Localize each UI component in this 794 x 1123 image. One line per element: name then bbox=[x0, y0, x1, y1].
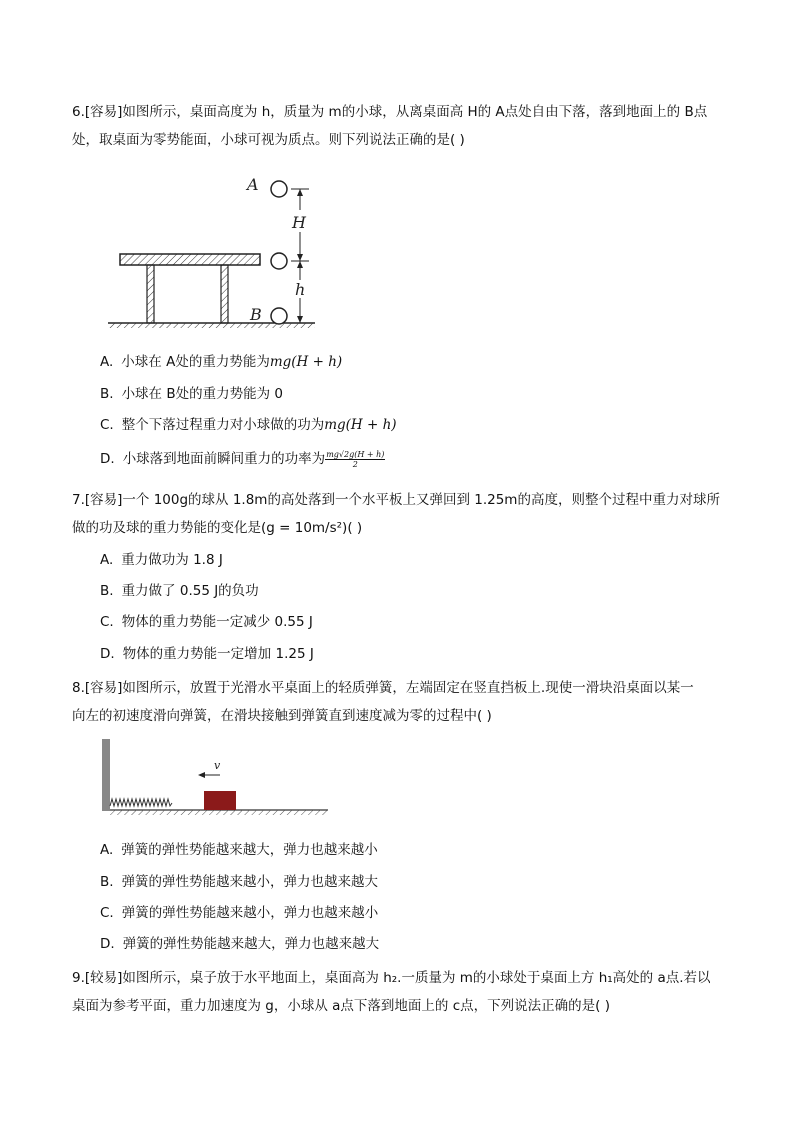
question-8 bbox=[72, 674, 732, 730]
table-top bbox=[120, 254, 260, 265]
vertical-wall bbox=[102, 739, 110, 811]
question-8-stem-line1: 8.[容易]如图所示，放置于光滑水平桌面上的轻质弹簧，左端固定在竖直挡板上.现使一滑块沿桌面以某一 bbox=[72, 680, 694, 696]
q7-option-c: C. 物体的重力势能一定减少 0.55 J bbox=[100, 614, 313, 630]
power-fraction: $\frac{mg√2g(H + h)}{2}$ bbox=[326, 449, 385, 469]
question-6-stem-line1: 6.[容易]如图所示，桌面高度为 h，质量为 m的小球，从离桌面高 H的 A点处自由下落，落到地面上的 B点 bbox=[72, 104, 708, 120]
question-9-stem-line1: 9.[较易]如图所示，桌子放于水平地面上，桌面高为 h₂.一质量为 m的小球处于桌面上方 h₁高处的 a点.若以 bbox=[72, 970, 711, 986]
question-6-stem-line2: 处，取桌面为零势能面，小球可视为质点。则下列说法正确的是( ) bbox=[72, 132, 465, 148]
question-9 bbox=[72, 964, 732, 1020]
question-8-stem-line2: 向左的初速度滑向弹簧，在滑块接触到弹簧直到速度减为零的过程中( ) bbox=[72, 708, 492, 724]
table-leg-left bbox=[147, 265, 154, 323]
q6-option-a: A. 小球在 A处的重力势能为mg(H + h) bbox=[100, 354, 343, 370]
question-7-stem-line2: 做的功及球的重力势能的变化是(g = 10m/s²)( ) bbox=[72, 520, 363, 536]
q6-option-b: B. 小球在 B处的重力势能为 0 bbox=[100, 386, 283, 402]
figure-table-ball-drop bbox=[105, 170, 325, 330]
question-7-stem-line1: 7.[容易]一个 100g的球从 1.8m的高处落到一个水平板上又弹回到 1.25m的高度，则整个过程中重力对球所 bbox=[72, 492, 720, 508]
question-9-stem-line2: 桌面为参考平面，重力加速度为 g，小球从 a点下落到地面上的 c点，下列说法正确的是( ) bbox=[72, 998, 610, 1014]
q6-option-c: C. 整个下落过程重力对小球做的功为mg(H + h) bbox=[100, 417, 397, 433]
label-H: H bbox=[292, 213, 306, 232]
question-6 bbox=[72, 98, 732, 154]
ball-middle bbox=[271, 253, 287, 269]
q8-option-c: C. 弹簧的弹性势能越来越小，弹力也越来越小 bbox=[100, 905, 379, 921]
figure-spring-block bbox=[98, 735, 334, 823]
q6-option-d: D. 小球落到地面前瞬间重力的功率为 $\frac{mg√2g(H + h)}{2}$ bbox=[100, 449, 385, 469]
q8-option-d: D. 弹簧的弹性势能越来越大，弹力也越来越大 bbox=[100, 936, 380, 952]
ball-b bbox=[271, 308, 287, 324]
q8-option-a: A. 弹簧的弹性势能越来越大，弹力也越来越小 bbox=[100, 842, 378, 858]
label-h: h bbox=[295, 280, 306, 299]
question-7 bbox=[72, 486, 732, 542]
label-v: v bbox=[214, 759, 221, 772]
label-B: B bbox=[250, 305, 262, 324]
ground-hatch bbox=[108, 323, 315, 328]
table-leg-right bbox=[221, 265, 228, 323]
label-A: A bbox=[247, 175, 259, 194]
spring bbox=[110, 799, 172, 806]
sliding-block bbox=[204, 791, 236, 810]
q8-option-b: B. 弹簧的弹性势能越来越小，弹力也越来越大 bbox=[100, 874, 379, 890]
q7-option-b: B. 重力做了 0.55 J的负功 bbox=[100, 583, 259, 599]
q7-option-d: D. 物体的重力势能一定增加 1.25 J bbox=[100, 646, 314, 662]
q7-option-a: A. 重力做功为 1.8 J bbox=[100, 552, 223, 568]
ball-a bbox=[271, 181, 287, 197]
